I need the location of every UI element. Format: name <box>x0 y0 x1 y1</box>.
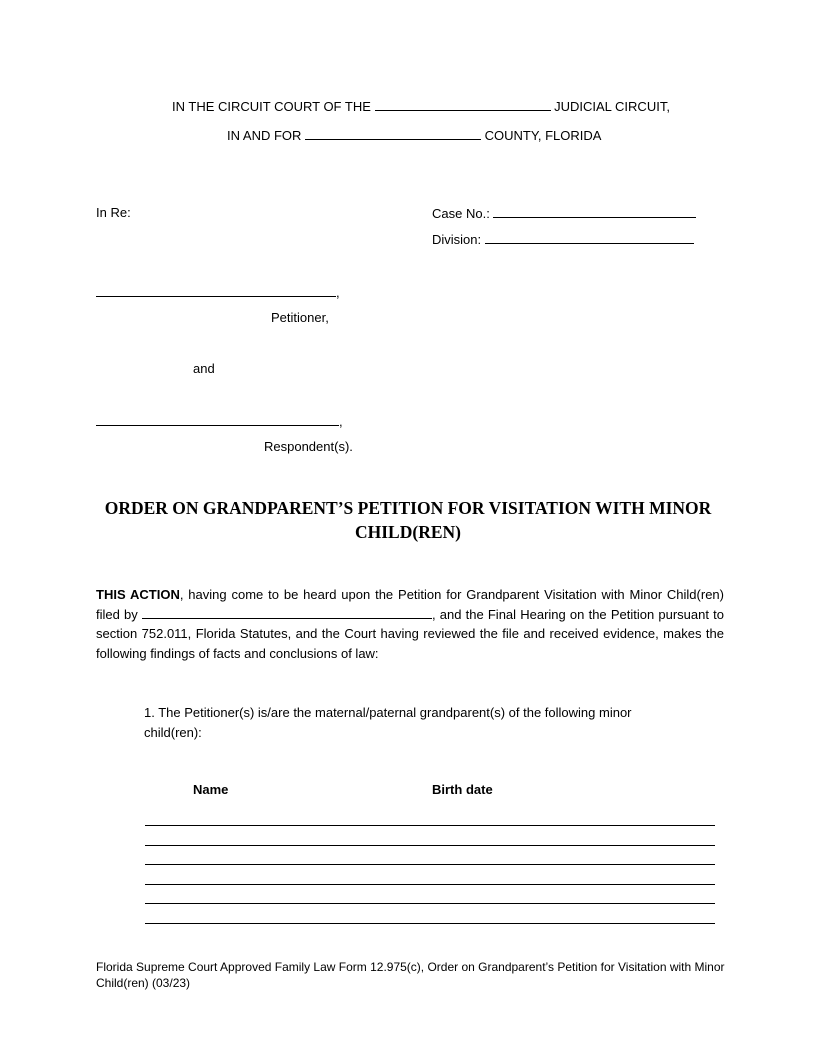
caption-line1-post: JUDICIAL CIRCUIT, <box>554 99 670 114</box>
respondent-name-field[interactable] <box>96 413 339 426</box>
this-action-lead: THIS ACTION <box>96 587 180 602</box>
petitioner-name-row <box>96 284 340 301</box>
petitioner-comma: , <box>336 285 340 300</box>
birth-date-column-header: Birth date <box>432 782 493 797</box>
filed-by-field[interactable] <box>142 606 432 619</box>
respondent-label: Respondent(s). <box>264 439 353 454</box>
judicial-circuit-field[interactable] <box>375 98 551 111</box>
case-number-label: Case No.: <box>432 206 490 221</box>
court-caption-line2 <box>227 127 601 144</box>
respondent-name-row <box>96 413 343 430</box>
division-label: Division: <box>432 232 482 247</box>
caption-line1-pre: IN THE CIRCUIT COURT OF THE <box>172 99 371 114</box>
form-footer: Florida Supreme Court Approved Family Law Form 12.975(c), Order on Grandparent’s Petition for Visitation with Minor Child(ren) (03/23) <box>96 960 725 990</box>
case-number-row <box>432 205 696 222</box>
county-field[interactable] <box>305 127 481 140</box>
title-line1: ORDER ON GRANDPARENT’S PETITION FOR VISITATION WITH MINOR <box>104 498 712 518</box>
title-line2: CHILD(REN) <box>355 522 461 542</box>
caption-line2-post: COUNTY, FLORIDA <box>484 128 602 143</box>
paragraph-text-a: , having come to be heard upon the Petition for Grandparent Visitation with Minor Child(ren) filed by <box>96 587 724 622</box>
child-row-line[interactable] <box>145 825 715 826</box>
name-column-header: Name <box>193 782 229 797</box>
findings-intro-paragraph <box>96 585 724 663</box>
finding-item-1: 1. The Petitioner(s) is/are the maternal/paternal grandparent(s) of the following minor child(ren): <box>144 705 632 740</box>
in-re-label: In Re: <box>96 205 131 220</box>
and-label: and <box>193 361 215 376</box>
document-title <box>96 496 720 544</box>
petitioner-name-field[interactable] <box>96 284 336 297</box>
paragraph-text-b: , and the Final Hearing on the Petition pursuant to section 752.011, Florida Statutes, and the Court having reviewed the file and received evidence, makes the following findings of facts and conclusions of law: <box>96 606 724 661</box>
child-row-line[interactable] <box>145 903 715 904</box>
child-row-line[interactable] <box>145 884 715 885</box>
respondent-comma: , <box>339 414 343 429</box>
caption-line2-pre: IN AND FOR <box>227 128 302 143</box>
division-row <box>432 231 694 248</box>
division-field[interactable] <box>485 231 694 244</box>
child-row-line[interactable] <box>145 923 715 924</box>
child-row-line[interactable] <box>145 864 715 865</box>
case-number-field[interactable] <box>493 205 696 218</box>
child-row-line[interactable] <box>145 845 715 846</box>
court-caption-line1 <box>172 98 670 115</box>
petitioner-label: Petitioner, <box>271 310 329 325</box>
